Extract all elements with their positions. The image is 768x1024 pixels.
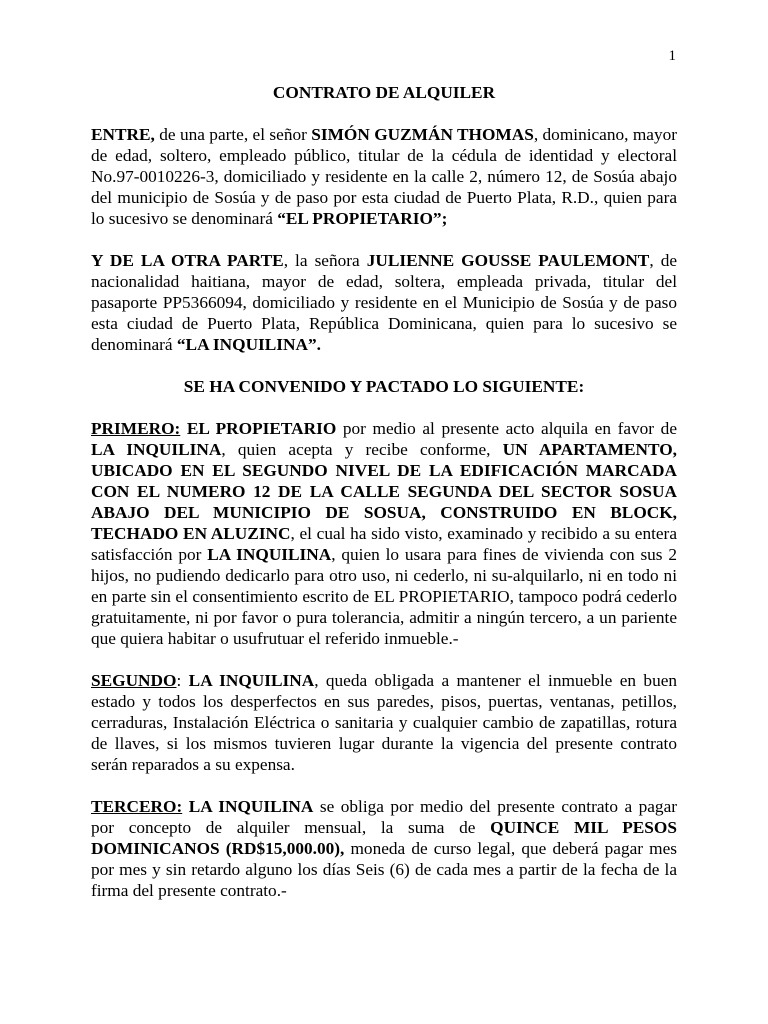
parties-paragraph-tenant bbox=[91, 250, 677, 355]
parties-paragraph-owner bbox=[91, 124, 677, 229]
tenant-text-1: , la señora bbox=[283, 251, 367, 270]
clause-primero bbox=[91, 418, 677, 649]
clause-tercero-bold-1: LA INQUILINA bbox=[182, 797, 314, 816]
clause-primero-text-1: por medio al presente acto alquila en favor de bbox=[336, 419, 677, 438]
owner-role: “EL PROPIETARIO”; bbox=[277, 209, 448, 228]
clause-segundo-bold-1: LA INQUILINA bbox=[188, 671, 315, 690]
clause-segundo-colon: : bbox=[176, 671, 189, 690]
clause-tercero-label: TERCERO: bbox=[91, 797, 183, 816]
clause-primero-label: PRIMERO: bbox=[91, 419, 181, 438]
tenant-text-2: , de nacionalidad haitiana, mayor de edad, soltera, empleada privada, titular del pasaporte PP5366094, domiciliado y residente en el Municipio de Sosúa y de paso esta ciudad de Puerto Plata, República Dominicana, quien para lo sucesivo se denominará bbox=[91, 251, 678, 354]
clause-primero-bold-2: LA INQUILINA bbox=[91, 440, 222, 459]
clause-tercero bbox=[91, 796, 677, 901]
clause-primero-property: UN APARTAMENTO, UBICADO EN EL SEGUNDO NIVEL DE LA EDIFICACIÓN MARCADA CON EL NUMERO 12 DE LA CALLE SEGUNDA DEL SECTOR SOSUA ABAJO DEL MUNICIPIO DE SOSUA, CONSTRUIDO EN BLOCK, TECHADO EN ALUZINC bbox=[91, 440, 677, 543]
tenant-name: JULIENNE GOUSSE PAULEMONT bbox=[366, 251, 650, 270]
owner-lead: ENTRE, bbox=[91, 125, 155, 144]
tenant-lead: Y DE LA OTRA PARTE bbox=[91, 251, 284, 270]
document-title: CONTRATO DE ALQUILER bbox=[272, 83, 496, 102]
page-number: 1 bbox=[668, 48, 676, 64]
clause-tercero-amount: QUINCE MIL PESOS DOMINICANOS (RD$15,000.00), bbox=[91, 818, 677, 858]
clause-primero-text-3: , el cual ha sido visto, examinado y recibido a su entera satisfacción por bbox=[91, 524, 677, 564]
agreement-heading: SE HA CONVENIDO Y PACTADO LO SIGUIENTE: bbox=[183, 377, 585, 396]
clause-segundo-label: SEGUNDO bbox=[91, 671, 177, 690]
clause-tercero-text-2: moneda de curso legal, que deberá pagar mes por mes y sin retardo alguno los días Seis (6) de cada mes a partir de la fecha de la firma del presente contrato.- bbox=[91, 839, 677, 900]
contract-body bbox=[91, 82, 677, 922]
clause-primero-bold-4: LA INQUILINA bbox=[207, 545, 332, 564]
owner-text-1: de una parte, el señor bbox=[154, 125, 312, 144]
owner-text-2: , dominicano, mayor de edad, soltero, empleado público, titular de la cédula de identidad y electoral No.97-0010226-3, domiciliado y residente en la calle 2, número 12, de Sosúa abajo del municipio de Sosúa y de paso por esta ciudad de Puerto Plata, R.D., quien para lo sucesivo se denominará bbox=[91, 125, 677, 228]
clause-segundo-text-1: , queda obligada a mantener el inmueble en buen estado y todos los desperfectos en sus paredes, pisos, puertas, ventanas, petillos, cerraduras, Instalación Eléctrica o sanitaria y cualquier cambio de zapatillas, rotura de llaves, si los mismos tuvieren lugar durante la vigencia del presente contrato serán reparados a su expensa. bbox=[91, 671, 678, 774]
clause-tercero-text-1: se obliga por medio del presente contrato a pagar por concepto de alquiler mensual, la suma de bbox=[91, 797, 677, 837]
clause-primero-text-2: , quien acepta y recibe conforme, bbox=[221, 440, 503, 459]
clause-primero-bold-1: EL PROPIETARIO bbox=[180, 419, 337, 438]
owner-name: SIMÓN GUZMÁN THOMAS bbox=[311, 125, 534, 144]
clause-primero-text-4: , quien lo usara para fines de vivienda con sus 2 hijos, no pudiendo dedicarlo para otro uso, ni cederlo, ni su-alquilarlo, ni en todo ni en parte sin el consentimiento escrito de EL PROPIETARIO, tampoco podrá cederlo gratuitamente, ni por favor o pura tolerancia, admitir a ningún tercero, a un pariente que quiera habitar o usufrutuar el referido inmueble.- bbox=[91, 545, 678, 648]
clause-segundo bbox=[91, 670, 677, 775]
tenant-role: “LA INQUILINA”. bbox=[176, 335, 321, 354]
